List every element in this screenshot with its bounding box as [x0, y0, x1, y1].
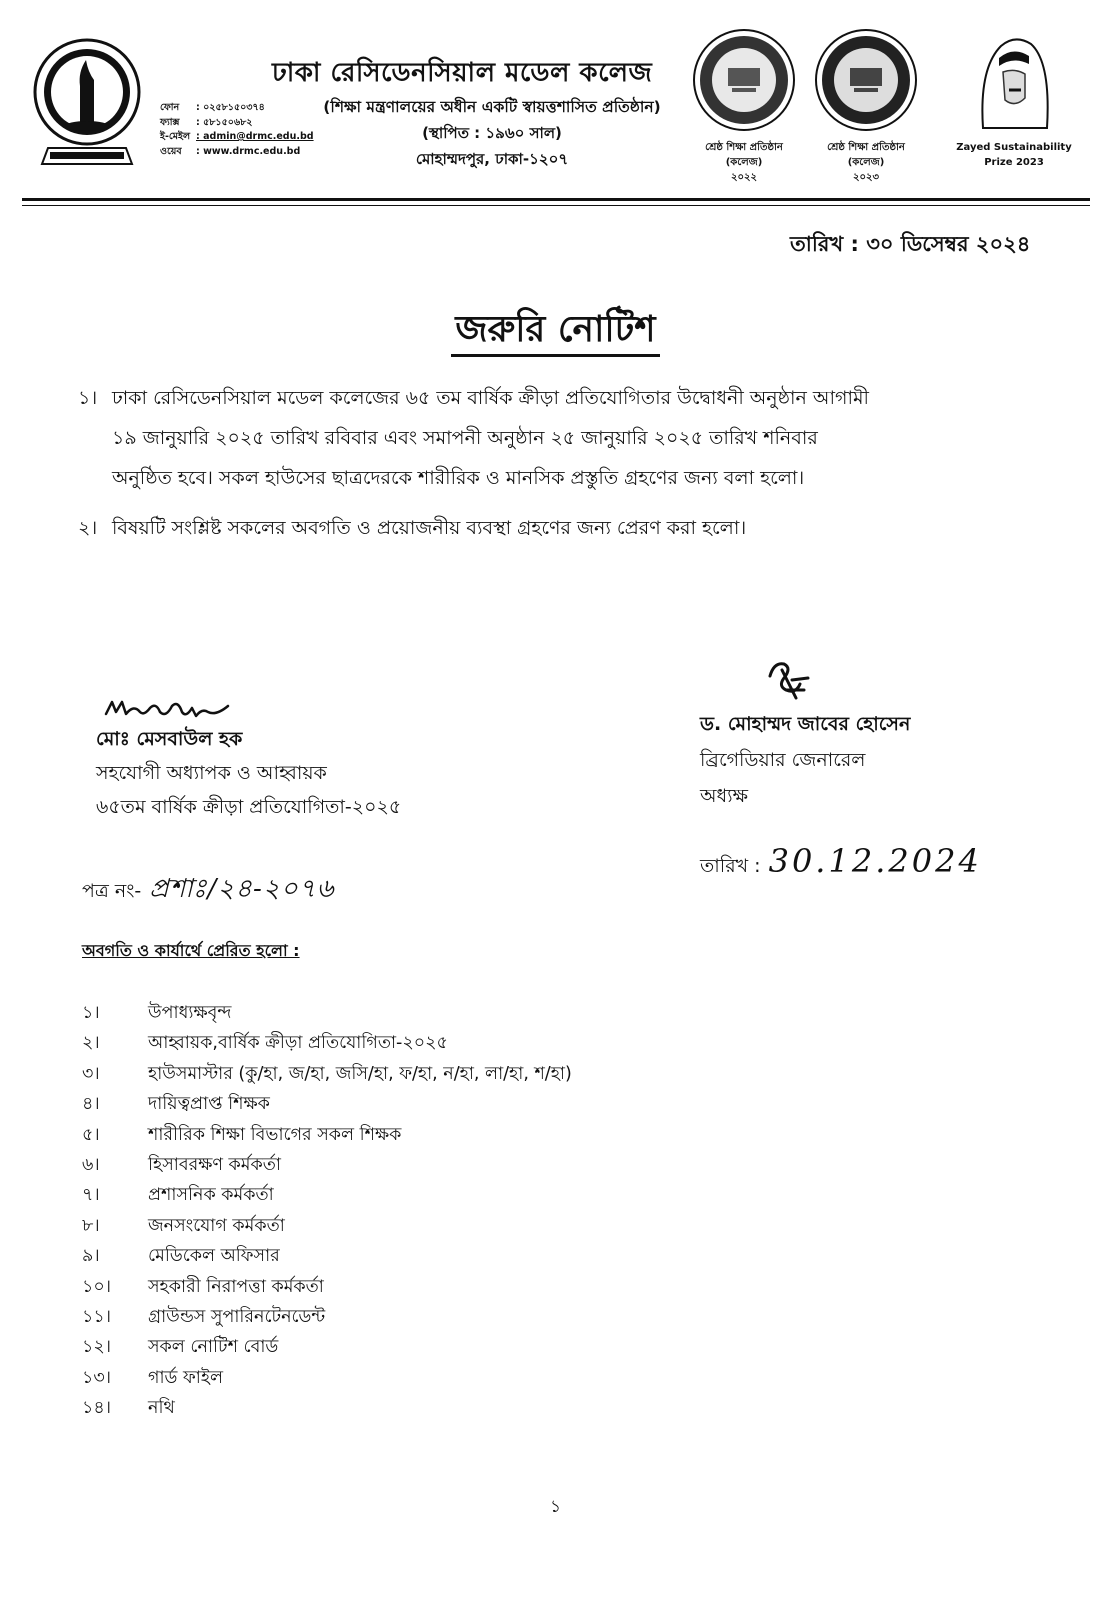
list-item-text: হিসাবরক্ষণ কর্মকর্তা — [148, 1154, 281, 1175]
contact-fax-value: : ৫৮১৫০৬৮২ — [196, 116, 253, 128]
memo-number-value: প্রশাঃ/২৪-২০৭৬ — [149, 874, 335, 904]
portrait-icon — [969, 28, 1059, 132]
list-item-text: প্রশাসনিক কর্মকর্তা — [148, 1185, 274, 1206]
distribution-list — [82, 998, 572, 1423]
institution-established: (স্থাপিত : ১৯৬০ সাল) — [422, 124, 562, 142]
award-zayed-label: Zayed Sustainability — [956, 142, 1072, 153]
award-2022-year: ২০২২ — [730, 172, 757, 183]
list-item — [82, 1363, 572, 1393]
list-item — [82, 1393, 572, 1423]
list-item — [82, 1089, 572, 1119]
award-seal-icon — [692, 28, 796, 132]
list-item-number: ১০। — [82, 1276, 111, 1297]
institution-subtitle-block — [282, 94, 702, 172]
list-item — [82, 1150, 572, 1180]
list-item-number: ৩। — [82, 1063, 100, 1084]
list-item-text: আহ্বায়ক,বার্ষিক ক্রীড়া প্রতিযোগিতা-২০২৫ — [148, 1033, 448, 1054]
contact-web-value[interactable]: : www.drmc.edu.bd — [196, 145, 301, 157]
right-signatory-designation: অধ্যক্ষ — [700, 785, 749, 807]
memo-number — [82, 868, 334, 912]
institution-name: ঢাকা রেসিডেনসিয়াল মডেল কলেজ — [272, 58, 653, 88]
notice-title-wrap — [0, 302, 1111, 362]
award-2022-label: শ্রেষ্ঠ শিক্ষা প্রতিষ্ঠান (কলেজ) — [705, 142, 783, 168]
list-item-text: গার্ড ফাইল — [148, 1367, 223, 1388]
award-2022 — [686, 28, 802, 185]
college-logo — [28, 36, 146, 186]
list-item-number: ৭। — [82, 1185, 100, 1206]
list-item-number: ৮। — [82, 1215, 100, 1236]
signature-date-label: তারিখ : — [700, 855, 761, 877]
contact-web-label: ওয়েব — [160, 145, 182, 157]
list-item-text: উপাধ্যক্ষবৃন্দ — [148, 1003, 232, 1023]
paragraph-1 — [78, 378, 1018, 498]
contact-fax-label: ফ্যাক্স — [160, 116, 180, 128]
header-rule-thin — [22, 205, 1090, 206]
list-item-number: ৬। — [82, 1154, 100, 1175]
left-signatory-committee: ৬৫তম বার্ষিক ক্রীড়া প্রতিযোগিতা-২০২৫ — [96, 796, 402, 818]
list-item — [82, 1211, 572, 1241]
institution-address: মোহাম্মদপুর, ঢাকা-১২০৭ — [415, 150, 569, 168]
list-item — [82, 1302, 572, 1332]
signature-date — [700, 842, 982, 884]
list-item-number: ৪। — [82, 1094, 100, 1115]
right-signatory-name: ড. মোহাম্মদ জাবের হোসেন — [700, 713, 911, 735]
list-item-number: ১২। — [82, 1337, 111, 1358]
paragraph-1-line-1: ঢাকা রেসিডেনসিয়াল মডেল কলেজের ৬৫ তম বার্ষিক ক্রীড়া প্রতিযোগিতার উদ্বোধনী অনুষ্ঠান আগামী — [112, 387, 869, 409]
page-number: ১ — [549, 1497, 562, 1517]
award-2023 — [808, 28, 924, 185]
contact-phone-value: : ০২৫৮১৫০৩৭৪ — [196, 102, 265, 113]
list-item-number: ৫। — [82, 1124, 100, 1145]
left-signatory-name: মোঃ মেসবাউল হক — [96, 728, 243, 750]
left-signatory — [96, 722, 401, 824]
list-item-text: জনসংযোগ কর্মকর্তা — [148, 1215, 285, 1236]
distribution-heading: অবগতি ও কার্যার্থে প্রেরিত হলো : — [82, 941, 300, 960]
list-item-text: হাউসমাস্টার (কু/হা, জ/হা, জসি/হা, ফ/হা, ন/হা, লা/হা, শ/হা) — [148, 1063, 572, 1084]
contact-email-label: ই-মেইল — [160, 131, 191, 142]
list-item — [82, 1332, 572, 1362]
award-zayed — [944, 28, 1084, 170]
paragraph-1-line-2: ১৯ জানুয়ারি ২০২৫ তারিখ রবিবার এবং সমাপনী অনুষ্ঠান ২৫ জানুয়ারি ২০২৫ তারিখ শনিবার — [112, 427, 818, 449]
award-2023-label: শ্রেষ্ঠ শিক্ষা প্রতিষ্ঠান (কলেজ) — [827, 142, 905, 168]
list-item — [82, 1028, 572, 1058]
paragraph-2-line-1: বিষয়টি সংশ্লিষ্ট সকলের অবগতি ও প্রয়োজনীয় ব্যবস্থা গ্রহণের জন্য প্রেরণ করা হলো। — [112, 517, 747, 539]
award-2023-year: ২০২৩ — [852, 172, 879, 183]
list-item — [82, 1059, 572, 1089]
list-item — [82, 1120, 572, 1150]
list-item-number: ১। — [82, 1003, 100, 1023]
list-item-text: মেডিকেল অফিসার — [148, 1246, 280, 1267]
institution-subtitle: (শিক্ষা মন্ত্রণালয়ের অধীন একটি স্বায়ত্তশাসিত প্রতিষ্ঠান) — [323, 98, 661, 116]
list-item-text: দায়িত্বপ্রাপ্ত শিক্ষক — [148, 1094, 270, 1115]
right-handwritten-signature — [756, 656, 816, 710]
list-item — [82, 1272, 572, 1302]
right-signatory — [700, 706, 910, 814]
list-item-number: ১১। — [82, 1306, 111, 1327]
paragraph-2-number: ২। — [78, 517, 98, 539]
notice-title: জরুরি নোটিশ — [451, 309, 659, 357]
list-item-text: নথি — [148, 1398, 175, 1419]
list-item-number: ২। — [82, 1033, 100, 1054]
right-signatory-rank: ব্রিগেডিয়ার জেনারেল — [700, 749, 866, 771]
list-item-text: শারীরিক শিক্ষা বিভাগের সকল শিক্ষক — [148, 1124, 402, 1145]
contact-phone-label: ফোন — [160, 102, 180, 113]
list-item-number: ৯। — [82, 1246, 100, 1267]
list-item-text: গ্রাউন্ডস সুপারিনটেনডেন্ট — [148, 1306, 326, 1327]
award-zayed-year: Prize 2023 — [984, 157, 1044, 168]
memo-number-label: পত্র নং- — [82, 880, 142, 902]
list-item-number: ১৩। — [82, 1367, 111, 1388]
signature-date-value: 30.12.2024 — [768, 842, 982, 880]
notice-date: তারিখ : ৩০ ডিসেম্বর ২০২৪ — [790, 232, 1031, 256]
header-rule-thick — [22, 198, 1090, 201]
list-item — [82, 1180, 572, 1210]
award-seal-icon — [814, 28, 918, 132]
paragraph-1-number: ১। — [78, 387, 98, 409]
contact-email-value[interactable]: : admin@drmc.edu.bd — [196, 131, 314, 142]
list-item-number: ১৪। — [82, 1398, 111, 1419]
left-signatory-designation: সহযোগী অধ্যাপক ও আহ্বায়ক — [96, 762, 327, 784]
list-item-text: সকল নোটিশ বোর্ড — [148, 1337, 279, 1358]
list-item — [82, 1241, 572, 1271]
paragraph-1-line-3: অনুষ্ঠিত হবে। সকল হাউসের ছাত্রদেরকে শারীরিক ও মানসিক প্রস্তুতি গ্রহণের জন্য বলা হলো। — [112, 467, 805, 489]
list-item — [82, 998, 572, 1028]
list-item-text: সহকারী নিরাপত্তা কর্মকর্তা — [148, 1276, 324, 1297]
paragraph-2 — [78, 508, 1018, 548]
